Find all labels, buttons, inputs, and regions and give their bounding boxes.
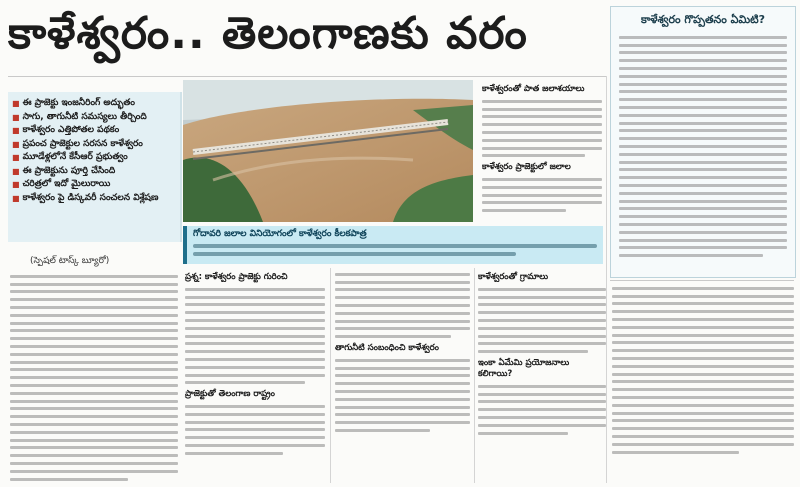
body-text-placeholder xyxy=(185,288,325,385)
bullet-icon: ■ xyxy=(12,99,20,108)
caption-text-placeholder xyxy=(193,244,597,248)
body-text-placeholder xyxy=(482,100,602,158)
divider xyxy=(330,268,331,483)
bullet-icon: ■ xyxy=(12,126,20,135)
highlight-item: ■ సాగు, తాగునీటి సమస్యలు తీర్చింది xyxy=(12,111,147,122)
bullet-icon: ■ xyxy=(12,112,20,122)
photo-caption xyxy=(183,226,603,264)
body-text-placeholder xyxy=(335,273,470,338)
highlight-item: ■ కాళేశ్వరం పై డిస్కవరీ సంచలన విశ్లేషణ xyxy=(12,192,159,203)
bullet-icon: ■ xyxy=(12,193,20,203)
bullet-icon: ■ xyxy=(12,153,20,162)
divider xyxy=(8,76,606,77)
barrage-photo xyxy=(183,80,473,222)
question-heading: ప్రశ్న: కాళేశ్వరం ప్రాజెక్టు గురించి xyxy=(185,272,288,282)
article-column-left xyxy=(10,270,178,485)
article-column-4 xyxy=(478,268,606,439)
bullet-icon: ■ xyxy=(12,180,20,189)
headline xyxy=(8,8,598,70)
question-heading: కాళేశ్వరం ప్రాజెక్టులో జలాల xyxy=(482,162,571,173)
highlight-item: ■ చరిత్రలో ఇదో మైలురాయి xyxy=(12,179,111,189)
divider xyxy=(606,76,607,483)
question-heading: కాళేశ్వరంతో గ్రామాలు xyxy=(478,272,549,282)
divider xyxy=(474,268,475,483)
sidebar-title: కాళేశ్వరం గొప్పతనం ఏమిటి? xyxy=(641,13,765,26)
question-heading: కాళేశ్వరంతో పాత జలాశయాలు xyxy=(482,84,585,94)
question-heading: ప్రాజెక్టుతో తెలంగాణ రాష్ట్రం xyxy=(185,389,275,400)
body-text-placeholder xyxy=(10,275,178,481)
caption-text-placeholder xyxy=(193,252,516,256)
question-heading: తాగునీటి సంబంధించి కాళేశ్వరం xyxy=(335,342,439,353)
article-column-right-bottom xyxy=(612,282,794,458)
bullet-icon: ■ xyxy=(12,166,20,176)
body-text-placeholder xyxy=(335,359,470,432)
byline: (స్పెషల్ టాస్క్ బ్యూరో) xyxy=(30,256,110,266)
highlight-item: ■ ఈ ప్రాజెక్టు ఇంజనీరింగ్ అద్భుతం xyxy=(12,98,135,108)
caption-title: గోదావరి జలాల వినియోగంలో కాళేశ్వరం కీలకపాత్ర xyxy=(193,229,367,239)
headline-text: కాళేశ్వరం.. తెలంగాణకు వరం xyxy=(8,8,528,59)
bullet-icon: ■ xyxy=(12,139,20,149)
question-heading: ఇంకా ఏమేమి ప్రయోజనాలు కలిగాయి? xyxy=(478,357,570,379)
sidebar-text-placeholder xyxy=(611,36,795,257)
body-text-placeholder xyxy=(482,178,602,212)
article-column-2 xyxy=(185,268,325,460)
body-text-placeholder xyxy=(478,288,606,353)
divider xyxy=(610,280,794,281)
highlight-item: ■ మూడేళ్లలోనే కేసీఆర్ ప్రభుత్వం xyxy=(12,152,128,162)
barrage-illustration xyxy=(183,80,473,222)
sidebar-box xyxy=(610,6,796,278)
highlight-item: ■ ప్రపంచ ప్రాజెక్టుల సరసన కాళేశ్వరం xyxy=(12,138,143,149)
article-column-3 xyxy=(335,268,470,437)
highlight-item: ■ ఈ ప్రాజెక్టును పూర్తి చేసింది xyxy=(12,165,116,176)
body-text-placeholder xyxy=(478,385,606,435)
body-text-placeholder xyxy=(185,405,325,455)
highlights-box xyxy=(8,92,182,242)
body-text-placeholder xyxy=(612,287,794,454)
highlight-item: ■ కాళేశ్వరం ఎత్తిపోతల పథకం xyxy=(12,125,120,135)
article-column-mid-top xyxy=(482,80,602,217)
